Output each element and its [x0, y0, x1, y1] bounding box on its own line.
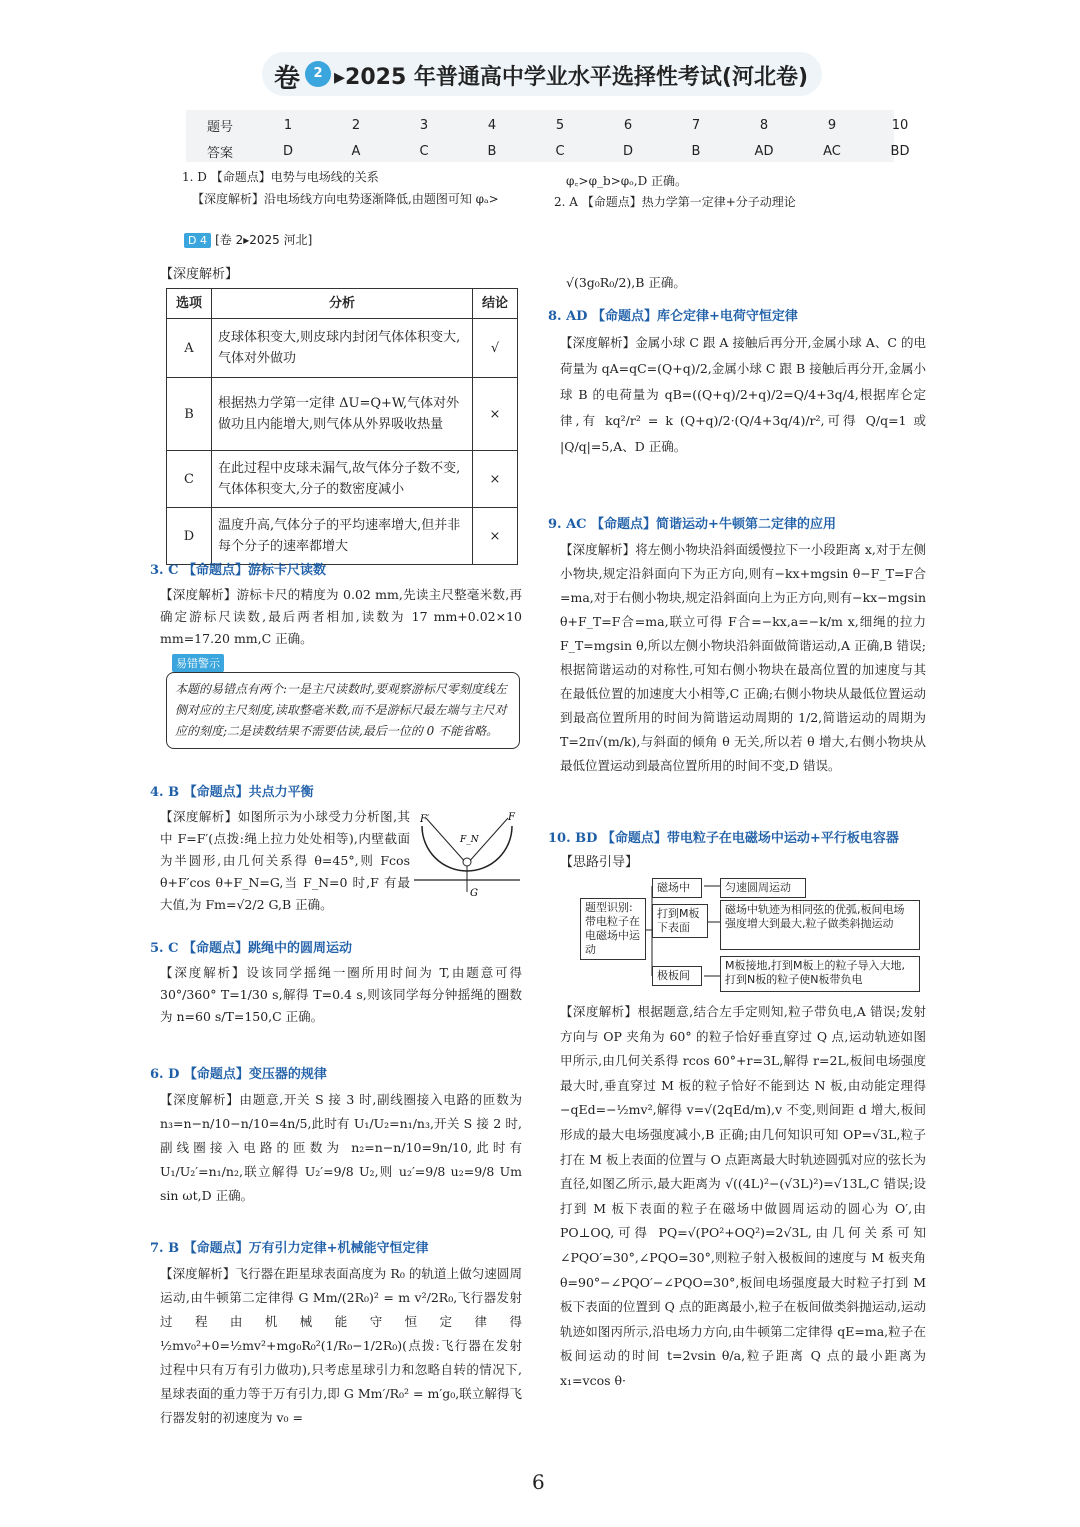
q6-head: 6. D 【命题点】变压器的规律	[150, 1067, 327, 1082]
answer-value: B	[487, 143, 497, 159]
analysis-row	[167, 451, 518, 508]
q8-body: 【深度解析】金属小球 C 跟 A 接触后再分开,金属小球 A、C 的电荷量为 qA=qC=(Q+q)/2,金属小球 C 跟 B 接触后再分开,金属小球 B 的电荷量为 qB=((Q+q)/2+q)/2=Q/4+3q/4,根据库仑定律,有 kq²/r² = k (Q+q)/2·(Q/4+3q/4)/r²,可得 Q/q=1 或 |Q/q|=5,A、D 正确。	[560, 335, 926, 454]
q8-head: 8. AD 【命题点】库仑定律+电荷守恒定律	[548, 309, 798, 324]
mindmap-branch-mplate: 打到M板下表面	[652, 904, 708, 938]
row-option: D	[167, 508, 212, 565]
mindmap-branch-plates: 极板间	[652, 966, 702, 986]
answer-num: 6	[623, 117, 633, 133]
answer-value: D	[282, 143, 293, 159]
page-number: 6	[532, 1470, 545, 1494]
answer-value: A	[351, 143, 361, 159]
q9-body: 【深度解析】将左侧小物块沿斜面缓慢拉下一小段距离 x,对于左侧小物块,规定沿斜面向下为正方向,则有−kx+mgsin θ−F_T=F合=ma,对于右侧小物块,规定沿斜面向上为正方向,则有−kx−mgsin θ+F_T=F合=ma,联立可得 F合=−kx,a=−k/m x,细绳的拉力 F_T=mgsin θ,所以左侧小物块沿斜面做简谐运动,A 正确,B 错误;根据简谐运动的对称性,可知右侧小物块在最高位置的加速度与其在最低位置的加速度大小相等,C 正确;右侧小物块从最低位置运动到最高位置所用的时间为简谐运动周期的 1/2,简谐运动的周期为 T=2π√(m/k),与斜面的倾角 θ 无关,所以若 θ 增大,右侧小物块从最低位置运动到最高位置所用的时间不变,D 错误。	[560, 542, 926, 773]
row-analysis: 皮球体积变大,则皮球内封闭气体体积变大,气体对外做功	[212, 319, 473, 378]
answer-table-num-row	[186, 112, 934, 138]
q10-body: 【深度解析】根据题意,结合左手定则知,粒子带负电,A 错误;发射方向与 OP 夹角为 60° 的粒子恰好垂直穿过 Q 点,运动轨迹如图甲所示,由几何关系得 rcos 60°+r=3L,解得 r=2L,板间电场强度最大时,垂直穿过 M 板的粒子恰好不能到达 N 板,由动能定理得 −qEd=−½mv²,解得 v=√(2qEd/m),v 不变,则间距 d 增大,板间形成的最大电场强度减小,B 正确;由几何知识可知 OP=√3L,粒子打在 M 板上表面的位置与 O 点距离最大时轨迹圆弧对应的弦长为直径,如图乙所示,最大距离为 √((4L)²−(√3L)²)=√13L,C 错误;设打到 M 板下表面的粒子在磁场中做圆周运动的圆心为 O′,由 PO⊥OQ,可得 PQ=√(PO²+OQ²)=2√3L,由几何关系可知 ∠PQO′=30°,∠PQO=30°,则粒子射入极板间的速度与 M 板夹角 θ=90°−∠PQO′−∠PQO=30°,板间电场强度最大时粒子打到 M 板下表面的位置到 Q 点的距离最小,粒子在板间做类斜抛运动,运动轨迹如图丙所示,沿电场力方向,由牛顿第二定律得 qE=ma,粒子在板间运动的时间 t=2vsin θ/a,粒子距离 Q 点的最小距离为 x₁=vcos θ·	[560, 1004, 926, 1388]
answer-value: AC	[823, 143, 841, 159]
answer-num: 1	[283, 117, 293, 133]
q7-head: 7. B 【命题点】万有引力定律+机械能守恒定律	[150, 1241, 429, 1256]
analysis-table	[166, 288, 518, 565]
q10-head: 10. BD 【命题点】带电粒子在电磁场中运动+平行板电容器	[548, 831, 899, 846]
warning-box: 本题的易错点有两个:一是主尺读数时,要观察游标尺零刻度线左侧对应的主尺刻度,读取整毫米数,而不是游标尺最左端与主尺对应的刻度;二是读数结果不需要估读,最后一位的 0 不能省略。	[166, 672, 520, 749]
q1-continuation: φ꜀>φ_b>φₒ,D 正确。	[566, 174, 688, 188]
vol-char: 卷	[274, 64, 301, 94]
q2-head: 2. A 【命题点】热力学第一定律+分子动理论	[554, 195, 796, 209]
answer-num: 9	[827, 117, 837, 133]
mindmap-branch-mplate-result: 磁场中轨迹为相同弦的优弧,板间电场强度增大到最大,粒子做类斜抛运动	[720, 900, 920, 950]
answer-table-ans-row	[186, 138, 934, 164]
force-diagram	[412, 812, 522, 898]
d4-marker	[184, 231, 312, 248]
answer-value: BD	[890, 143, 910, 159]
q7-body: 【深度解析】飞行器在距星球表面高度为 R₀ 的轨道上做匀速圆周运动,由牛顿第二定律得 G Mm/(2R₀)² = m v²/2R₀,飞行器发射过程由机械能守恒定律得 ½mv₀²+0=½mv²+mg₀R₀²(1/R₀−1/2R₀)(点拨:飞行器在发射过程中只有万有引力做功),只考虑星球引力和忽略自转的情况下,星球表面的重力等于万有引力,即 G Mm′/R₀² = m′g₀,联立解得飞行器发射的初速度为 v₀ =	[160, 1266, 522, 1425]
mindmap-branch-plates-result: M板接地,打到M板上的粒子导入大地,打到N板的粒子使N板带负电	[720, 956, 920, 992]
d4-label: [卷 2▸2025 河北]	[215, 233, 313, 247]
row-analysis: 温度升高,气体分子的平均速率增大,但并非每个分子的速率都增大	[212, 508, 473, 565]
answer-num: 7	[691, 117, 701, 133]
q5-head: 5. C 【命题点】跳绳中的圆周运动	[150, 941, 352, 956]
answer-label-num: 题号	[206, 119, 233, 135]
answer-num: 3	[419, 117, 429, 133]
q1-head: 1. D 【命题点】电势与电场线的关系	[182, 170, 379, 184]
answer-table	[186, 112, 934, 164]
page-title: ▸2025 年普通高中学业水平选择性考试(河北卷)	[334, 65, 809, 90]
q7-continuation: √(3g₀R₀/2),B 正确。	[566, 275, 686, 290]
force-label-G: G	[470, 888, 478, 898]
answer-num: 2	[351, 117, 361, 133]
q4-body: 【深度解析】如图所示为小球受力分析图,其中 F=F′(点拨:绳上拉力处处相等),内壁截面为半圆形,由几何关系得 θ=45°,则 Fcos θ+F′cos θ+F_N=G,当 F_N=0 时,F 有最大值,为 Fm=√2/2 G,B 正确。	[160, 809, 410, 912]
q5-body: 【深度解析】设该同学摇绳一圈所用时间为 T,由题意可得 30°/360° T=1/30 s,解得 T=0.4 s,则该同学每分钟摇绳的圈数为 n=60 s/T=150,C 正确。	[160, 965, 522, 1024]
analysis-title: 【深度解析】	[160, 267, 239, 282]
mindmap-root: 题型识别:带电粒子在电磁场中运动	[580, 898, 646, 960]
q6-body: 【深度解析】由题意,开关 S 接 3 时,副线圈接入电路的匝数为 n₃=n−n/10−n/10=4n/5,此时有 U₁/U₂=n₁/n₃,开关 S 接 2 时,副线圈接入电路的匝数为 n₂=n−n/10=9n/10,此时有 U₁/U₂′=n₁/n₂,联立解得 U₂′=9/8 U₂,则 u₂′=9/8 u₂=9/8 Um sin ωt,D 正确。	[160, 1092, 522, 1203]
answer-value: B	[691, 143, 701, 159]
q9-head: 9. AC 【命题点】简谐运动+牛顿第二定律的应用	[548, 517, 836, 532]
row-result: ×	[473, 378, 518, 451]
row-result: ×	[473, 508, 518, 565]
row-result: √	[473, 319, 518, 378]
row-analysis: 根据热力学第一定律 ΔU=Q+W,气体对外做功且内能增大,则气体从外界吸收热量	[212, 378, 473, 451]
row-option: C	[167, 451, 212, 508]
warning-chip: 易错警示	[172, 654, 224, 672]
mindmap-branch-magnetic-result: 匀速圆周运动	[720, 878, 806, 898]
force-label-F: F	[508, 812, 515, 823]
q1-body: 【深度解析】沿电场线方向电势逐渐降低,由题图可知 φₐ>	[192, 192, 499, 206]
col-analysis: 分析	[212, 289, 473, 319]
answer-num: 10	[891, 117, 909, 133]
col-option: 选项	[167, 289, 212, 319]
warning-label	[172, 654, 224, 672]
q4-head: 4. B 【命题点】共点力平衡	[150, 785, 314, 800]
row-option: A	[167, 319, 212, 378]
answer-value: D	[622, 143, 633, 159]
row-result: ×	[473, 451, 518, 508]
answer-value: C	[555, 143, 565, 159]
ball	[463, 858, 471, 866]
q3-head: 3. C 【命题点】游标卡尺读数	[150, 563, 326, 578]
q10-guide-title: 【思路引导】	[560, 855, 639, 870]
row-analysis: 在此过程中皮球未漏气,故气体分子数不变,气体体积变大,分子的数密度减小	[212, 451, 473, 508]
force-label-Fp: F′	[420, 814, 430, 825]
answer-num: 4	[487, 117, 497, 133]
q3-body: 【深度解析】游标卡尺的精度为 0.02 mm,先读主尺整毫米数,再确定游标尺读数,最后两者相加,读数为 17 mm+0.02×10 mm=17.20 mm,C 正确。	[160, 587, 522, 646]
row-option: B	[167, 378, 212, 451]
mindmap-branch-magnetic: 磁场中	[652, 878, 702, 898]
vol-number-badge: 2	[305, 61, 331, 87]
force-label-FN: F_N	[460, 835, 479, 845]
answer-value: C	[419, 143, 429, 159]
answer-num: 8	[759, 117, 769, 133]
col-result: 结论	[473, 289, 518, 319]
analysis-row	[167, 508, 518, 565]
answer-num: 5	[555, 117, 565, 133]
analysis-row	[167, 319, 518, 378]
answer-label-ans: 答案	[206, 145, 233, 161]
analysis-row	[167, 378, 518, 451]
answer-value: AD	[754, 143, 774, 159]
analysis-header-row	[167, 289, 518, 319]
d4-chip: D 4	[184, 233, 211, 248]
